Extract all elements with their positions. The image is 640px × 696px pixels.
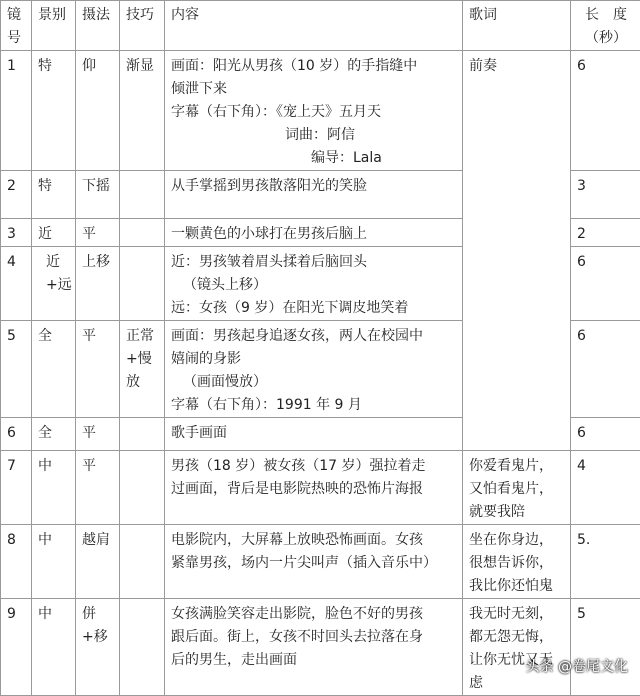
content-line: 从手掌摇到男孩散落阳光的笑脸 bbox=[171, 175, 458, 198]
cell-shot-no: 8 bbox=[1, 525, 32, 599]
cell-scene: 近 bbox=[32, 219, 76, 247]
cell-scene: 全 bbox=[32, 321, 76, 418]
cell-camera: 併+移 bbox=[76, 599, 120, 696]
cell-scene: 中 bbox=[32, 525, 76, 599]
content-line: 过画面，背后是电影院热映的恐怖片海报 bbox=[171, 478, 458, 501]
cell-duration: 5. bbox=[571, 525, 640, 599]
cell-camera: 越肩 bbox=[76, 525, 120, 599]
table-row bbox=[1, 51, 640, 171]
table-row bbox=[1, 451, 640, 525]
cell-shot-no: 7 bbox=[1, 451, 32, 525]
cell-shot-no: 2 bbox=[1, 171, 32, 219]
watermark-text: 头条 @卷尾文化 bbox=[526, 659, 628, 675]
cell-scene: 中 bbox=[32, 599, 76, 696]
cell-scene: 近+远 bbox=[32, 247, 76, 321]
header-lyrics: 歌词 bbox=[463, 1, 571, 51]
cell-duration: 6 bbox=[571, 247, 640, 321]
cell-content bbox=[165, 247, 463, 321]
cell-content bbox=[165, 219, 463, 247]
cell-lyrics bbox=[463, 418, 571, 451]
cell-lyrics: 我无时无刻，都无怨无悔，让你无忧又无虑 bbox=[463, 599, 571, 696]
cell-duration: 2 bbox=[571, 219, 640, 247]
cell-technique bbox=[120, 247, 165, 321]
cell-technique bbox=[120, 451, 165, 525]
cell-content bbox=[165, 451, 463, 525]
cell-duration: 6 bbox=[571, 321, 640, 418]
cell-camera: 平 bbox=[76, 219, 120, 247]
content-line: 紧靠男孩，场内一片尖叫声（插入音乐中） bbox=[171, 552, 458, 575]
cell-scene: 特 bbox=[32, 51, 76, 171]
cell-content bbox=[165, 51, 463, 171]
cell-camera: 平 bbox=[76, 418, 120, 451]
cell-technique bbox=[120, 171, 165, 219]
table-row bbox=[1, 321, 640, 418]
content-line: 远：女孩（9 岁）在阳光下调皮地笑着 bbox=[171, 297, 458, 320]
content-line: 歌手画面 bbox=[171, 422, 458, 445]
cell-duration: 6 bbox=[571, 51, 640, 171]
header-shot-no: 镜号 bbox=[1, 1, 32, 51]
cell-technique bbox=[120, 418, 165, 451]
cell-camera: 平 bbox=[76, 321, 120, 418]
cell-content bbox=[165, 321, 463, 418]
content-line: （镜头上移） bbox=[171, 274, 458, 297]
cell-content bbox=[165, 171, 463, 219]
cell-camera: 上移 bbox=[76, 247, 120, 321]
content-line: 近：男孩皱着眉头揉着后脑回头 bbox=[171, 251, 458, 274]
cell-lyrics bbox=[463, 219, 571, 247]
table-row bbox=[1, 599, 640, 696]
content-line: 跟后面。街上，女孩不时回头去拉落在身 bbox=[171, 626, 458, 649]
cell-content bbox=[165, 525, 463, 599]
cell-camera: 仰 bbox=[76, 51, 120, 171]
header-duration: 长 度（秒） bbox=[571, 1, 640, 51]
table-row bbox=[1, 219, 640, 247]
header-technique: 技巧 bbox=[120, 1, 165, 51]
content-line: 画面：阳光从男孩（10 岁）的手指缝中 bbox=[171, 55, 458, 78]
cell-lyrics: 坐在你身边，很想告诉你，我比你还怕鬼 bbox=[463, 525, 571, 599]
cell-duration: 3 bbox=[571, 171, 640, 219]
table-row bbox=[1, 247, 640, 321]
content-line: 字幕（右下角）：1991 年 9 月 bbox=[171, 394, 458, 417]
table-row bbox=[1, 418, 640, 451]
cell-technique bbox=[120, 599, 165, 696]
content-line: 女孩满脸笑容走出影院，脸色不好的男孩 bbox=[171, 603, 458, 626]
cell-duration: 6 bbox=[571, 418, 640, 451]
content-line: 字幕（右下角）：《宠上天》五月天 bbox=[171, 101, 458, 124]
cell-lyrics bbox=[463, 171, 571, 219]
watermark bbox=[526, 656, 628, 676]
cell-camera: 平 bbox=[76, 451, 120, 525]
content-line: 后的男生，走出画面 bbox=[171, 649, 458, 672]
cell-scene: 中 bbox=[32, 451, 76, 525]
cell-technique: 正常+慢放 bbox=[120, 321, 165, 418]
content-line: 男孩（18 岁）被女孩（17 岁）强拉着走 bbox=[171, 455, 458, 478]
cell-technique bbox=[120, 219, 165, 247]
cell-shot-no: 4 bbox=[1, 247, 32, 321]
header-camera: 摄法 bbox=[76, 1, 120, 51]
content-line: 嬉闹的身影 bbox=[171, 348, 458, 371]
cell-scene: 特 bbox=[32, 171, 76, 219]
cell-shot-no: 3 bbox=[1, 219, 32, 247]
cell-content bbox=[165, 418, 463, 451]
cell-technique: 渐显 bbox=[120, 51, 165, 171]
cell-shot-no: 1 bbox=[1, 51, 32, 171]
content-line: 画面：男孩起身追逐女孩，两人在校园中 bbox=[171, 325, 458, 348]
content-line: 倾泄下来 bbox=[171, 78, 458, 101]
cell-lyrics bbox=[463, 247, 571, 321]
content-line: （画面慢放） bbox=[171, 371, 458, 394]
content-line: 编导：Lala bbox=[171, 147, 458, 170]
cell-lyrics: 你爱看鬼片，又怕看鬼片，就要我陪 bbox=[463, 451, 571, 525]
content-line: 词曲：阿信 bbox=[171, 124, 458, 147]
cell-shot-no: 5 bbox=[1, 321, 32, 418]
cell-duration: 5 bbox=[571, 599, 640, 696]
cell-lyrics bbox=[463, 321, 571, 418]
cell-duration: 4 bbox=[571, 451, 640, 525]
cell-shot-no: 6 bbox=[1, 418, 32, 451]
cell-lyrics: 前奏 bbox=[463, 51, 571, 171]
table-row bbox=[1, 171, 640, 219]
cell-shot-no: 9 bbox=[1, 599, 32, 696]
content-line: 电影院内，大屏幕上放映恐怖画面。女孩 bbox=[171, 529, 458, 552]
cell-content bbox=[165, 599, 463, 696]
header-scene: 景别 bbox=[32, 1, 76, 51]
cell-scene: 全 bbox=[32, 418, 76, 451]
table-row bbox=[1, 525, 640, 599]
content-line: 一颗黄色的小球打在男孩后脑上 bbox=[171, 223, 458, 246]
header-row bbox=[1, 1, 640, 51]
header-content: 内容 bbox=[165, 1, 463, 51]
cell-technique bbox=[120, 525, 165, 599]
cell-camera: 下摇 bbox=[76, 171, 120, 219]
